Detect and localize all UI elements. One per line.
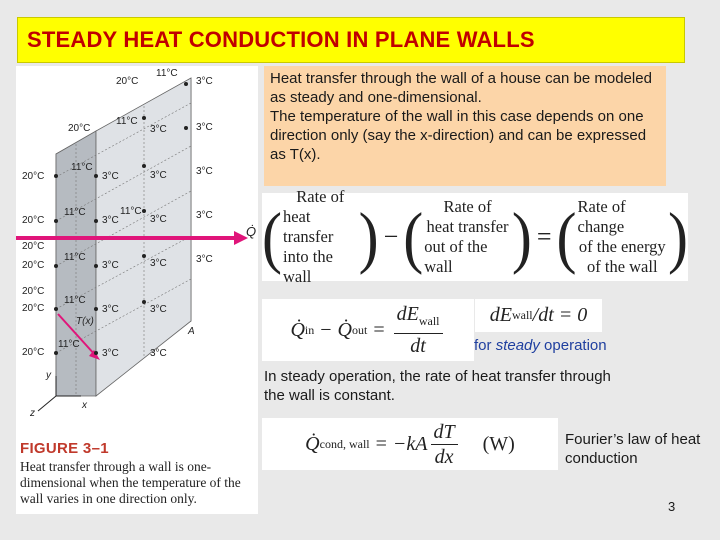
axis-x-label: x: [82, 400, 87, 411]
temp-label: 20°C: [116, 76, 139, 87]
minus-sign: −: [383, 222, 399, 251]
temp-label: 3°C: [196, 254, 213, 265]
energy-term-line: into the wall: [282, 247, 333, 286]
wall-figure: [16, 66, 258, 514]
numerator-sub: wall: [418, 314, 440, 328]
temp-label: 11°C: [116, 116, 138, 127]
figure-caption: Heat transfer through a wall is one-dimensional when the temperature of the wall varies in one direction only.: [20, 459, 241, 506]
fraction-numerator: dT: [431, 420, 458, 445]
temp-label: 11°C: [64, 207, 86, 218]
steady-lhs: dE: [489, 304, 512, 326]
axis-y-label: y: [46, 370, 51, 381]
temp-label: 3°C: [102, 348, 119, 359]
equals-sign: =: [373, 318, 385, 341]
paren-close: ): [668, 199, 688, 275]
note-text: for: [474, 337, 496, 354]
fourier-law-note: Fourier’s law of heat conduction: [565, 431, 701, 467]
energy-term-line: of the wall: [586, 257, 658, 276]
paren-open: (: [403, 199, 424, 275]
paren-close: ): [358, 199, 379, 275]
info-paragraph-1: Heat transfer through the wall of a house can be modeled as steady and one-dimensional.: [270, 70, 652, 106]
temp-label: 3°C: [102, 304, 119, 315]
axis-z-label: z: [30, 408, 35, 419]
info-box: [264, 66, 666, 186]
figure-label: FIGURE 3–1: [20, 440, 109, 457]
fraction-denominator: dt: [410, 335, 426, 357]
temp-label: 11°C: [120, 206, 142, 217]
temp-label: 3°C: [102, 215, 119, 226]
temp-label: 20°C: [22, 347, 45, 358]
temp-label: 3°C: [196, 166, 213, 177]
paren-open: (: [262, 199, 282, 275]
dT-dx-fraction: [431, 420, 458, 469]
paren-open: (: [556, 199, 577, 275]
note-text: operation: [539, 337, 607, 354]
steady-rhs: /dt = 0: [532, 304, 588, 326]
rate-equation: [262, 299, 474, 361]
temp-label: 20°C: [22, 215, 45, 226]
constant-rate-note: In steady operation, the rate of heat transfer through the wall is constant.: [264, 368, 611, 404]
q-out-symbol: Q̇: [337, 318, 352, 341]
page-number: 3: [668, 499, 676, 514]
temp-label: 3°C: [150, 170, 167, 181]
point-a-label: A: [188, 326, 195, 337]
equals-sign: =: [536, 222, 552, 251]
dE-dt-fraction: [394, 302, 443, 358]
minus-ka: −kA: [392, 432, 428, 455]
energy-term-line: heat transfer: [426, 217, 509, 236]
fourier-equation: [262, 418, 558, 470]
slide-title: STEADY HEAT CONDUCTION IN PLANE WALLS: [27, 27, 535, 52]
temp-label: 20°C: [22, 303, 45, 314]
equals-sign: =: [375, 432, 387, 455]
energy-term-line: Rate of: [296, 187, 345, 206]
fraction-numerator: [394, 302, 443, 334]
temp-label: 3°C: [196, 76, 213, 87]
paren-close: ): [511, 199, 532, 275]
energy-term-line: out of the wall: [424, 237, 488, 276]
temp-label: 20°C: [22, 241, 45, 252]
temp-label: 3°C: [196, 210, 213, 221]
temp-label: 3°C: [150, 124, 167, 135]
q-in-sub: in: [304, 322, 315, 337]
temp-label: 3°C: [102, 171, 119, 182]
temp-label: 3°C: [150, 214, 167, 225]
energy-term-in: [282, 187, 359, 287]
unit-label: (W): [482, 432, 515, 455]
steady-equation: [475, 299, 602, 332]
q-cond-symbol: Q̇: [305, 432, 320, 455]
heat-rate-label: Q̇: [246, 224, 257, 239]
temp-label: 3°C: [150, 258, 167, 269]
steady-lhs-sub: wall: [511, 308, 533, 322]
temp-label: 20°C: [22, 260, 45, 271]
temp-label: 11°C: [58, 339, 80, 350]
note-text-emphasis: steady: [495, 337, 540, 354]
info-paragraph-2: The temperature of the wall in this case depends on one direction only (say the x-direction) and can be expressed as T(x).: [270, 108, 647, 163]
numerator-text: dE: [396, 303, 419, 325]
energy-term-out: [423, 197, 512, 277]
energy-term-line: of the energy: [578, 237, 666, 256]
slide-title-bar: [17, 17, 685, 63]
tx-label: T(x): [76, 316, 94, 327]
q-out-sub: out: [352, 322, 368, 337]
temp-label: 11°C: [71, 162, 93, 173]
temp-label: 3°C: [150, 304, 167, 315]
fraction-denominator: dx: [434, 445, 454, 468]
energy-term-line: heat transfer: [282, 207, 334, 246]
temp-label: 20°C: [22, 286, 45, 297]
temp-label: 11°C: [64, 295, 86, 306]
q-in-symbol: Q̇: [290, 318, 305, 341]
temp-label: 3°C: [150, 348, 167, 359]
q-cond-sub: cond, wall: [319, 436, 370, 451]
temp-label: 11°C: [156, 68, 178, 79]
energy-term-line: Rate of change: [577, 197, 626, 236]
temp-label: 20°C: [68, 123, 91, 134]
minus-sign: −: [320, 318, 332, 341]
energy-balance-equation: [262, 187, 688, 286]
energy-term-change: [577, 197, 669, 277]
temp-label: 3°C: [196, 122, 213, 133]
energy-term-line: Rate of: [443, 197, 492, 216]
temp-label: 11°C: [64, 252, 86, 263]
temp-label: 3°C: [102, 260, 119, 271]
steady-operation-note: [474, 336, 607, 355]
temp-label: 20°C: [22, 171, 45, 182]
